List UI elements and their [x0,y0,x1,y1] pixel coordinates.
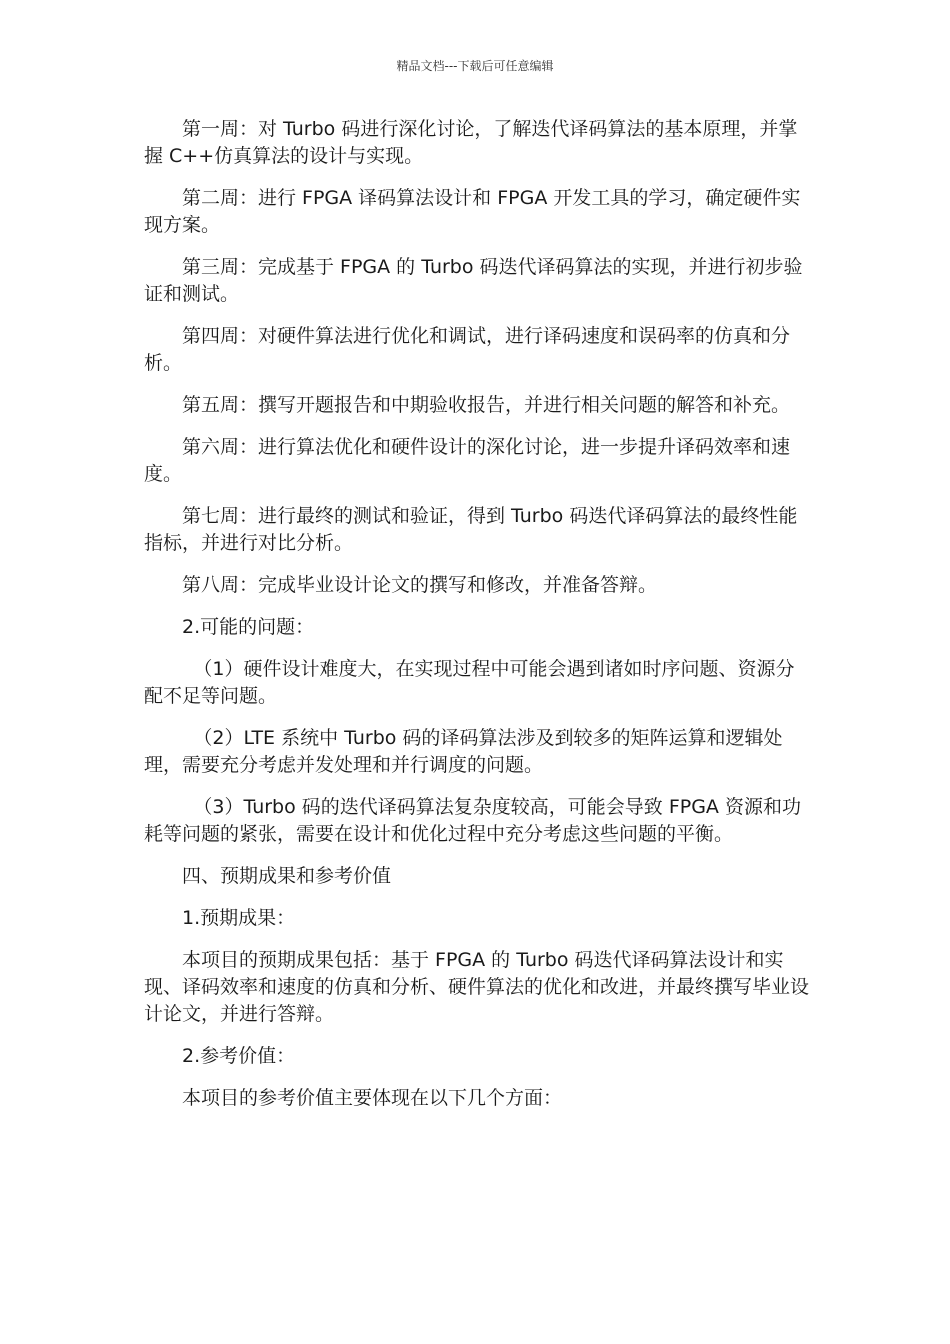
paragraph-reference-value: 本项目的参考价值主要体现在以下几个方面： [182,1087,563,1109]
paragraph-week-1: 第一周：对 Turbo 码进行深化讨论，了解迭代译码算法的基本原理，并掌握 C++仿真算法的设计与实现。 [144,118,798,167]
paragraph-week-8: 第八周：完成毕业设计论文的撰写和修改，并准备答辩。 [182,574,658,596]
problem-item-3: （3）Turbo 码的迭代译码算法复杂度较高，可能会导致 FPGA 资源和功耗等问题的紧张，需要在设计和优化过程中充分考虑这些问题的平衡。 [144,796,801,845]
problem-item-2: （2）LTE 系统中 Turbo 码的译码算法涉及到较多的矩阵运算和逻辑处理，需要充分考虑并发处理和并行调度的问题。 [144,727,783,776]
problem-item-1: （1）硬件设计难度大，在实现过程中可能会遇到诸如时序问题、资源分配不足等问题。 [144,658,795,707]
paragraph-week-2: 第二周：进行 FPGA 译码算法设计和 FPGA 开发工具的学习，确定硬件实现方案。 [144,187,801,236]
paragraph-expected-results: 本项目的预期成果包括：基于 FPGA 的 Turbo 码迭代译码算法设计和实现、译码效率和速度的仿真和分析、硬件算法的优化和改进，并最终撰写毕业设计论文，并进行答辩。 [144,949,810,1025]
document-body [144,116,809,1127]
page-header: 精品文档---下载后可任意编辑 [396,59,554,73]
paragraph-week-3: 第三周：完成基于 FPGA 的 Turbo 码迭代译码算法的实现，并进行初步验证和测试。 [144,256,803,305]
section-heading-expected-results: 四、预期成果和参考价值 [182,865,392,887]
paragraph-week-7: 第七周：进行最终的测试和验证，得到 Turbo 码迭代译码算法的最终性能指标，并进行对比分析。 [144,505,798,554]
subheading-expected-results: 1.预期成果： [182,907,296,929]
paragraph-week-5: 第五周：撰写开题报告和中期验收报告，并进行相关问题的解答和补充。 [182,394,791,416]
paragraph-week-4: 第四周：对硬件算法进行优化和调试，进行译码速度和误码率的仿真和分析。 [144,325,791,374]
subheading-reference-value: 2.参考价值： [182,1045,296,1067]
section-heading-possible-problems: 2.可能的问题： [182,616,315,638]
paragraph-week-6: 第六周：进行算法优化和硬件设计的深化讨论，进一步提升译码效率和速度。 [144,436,791,485]
